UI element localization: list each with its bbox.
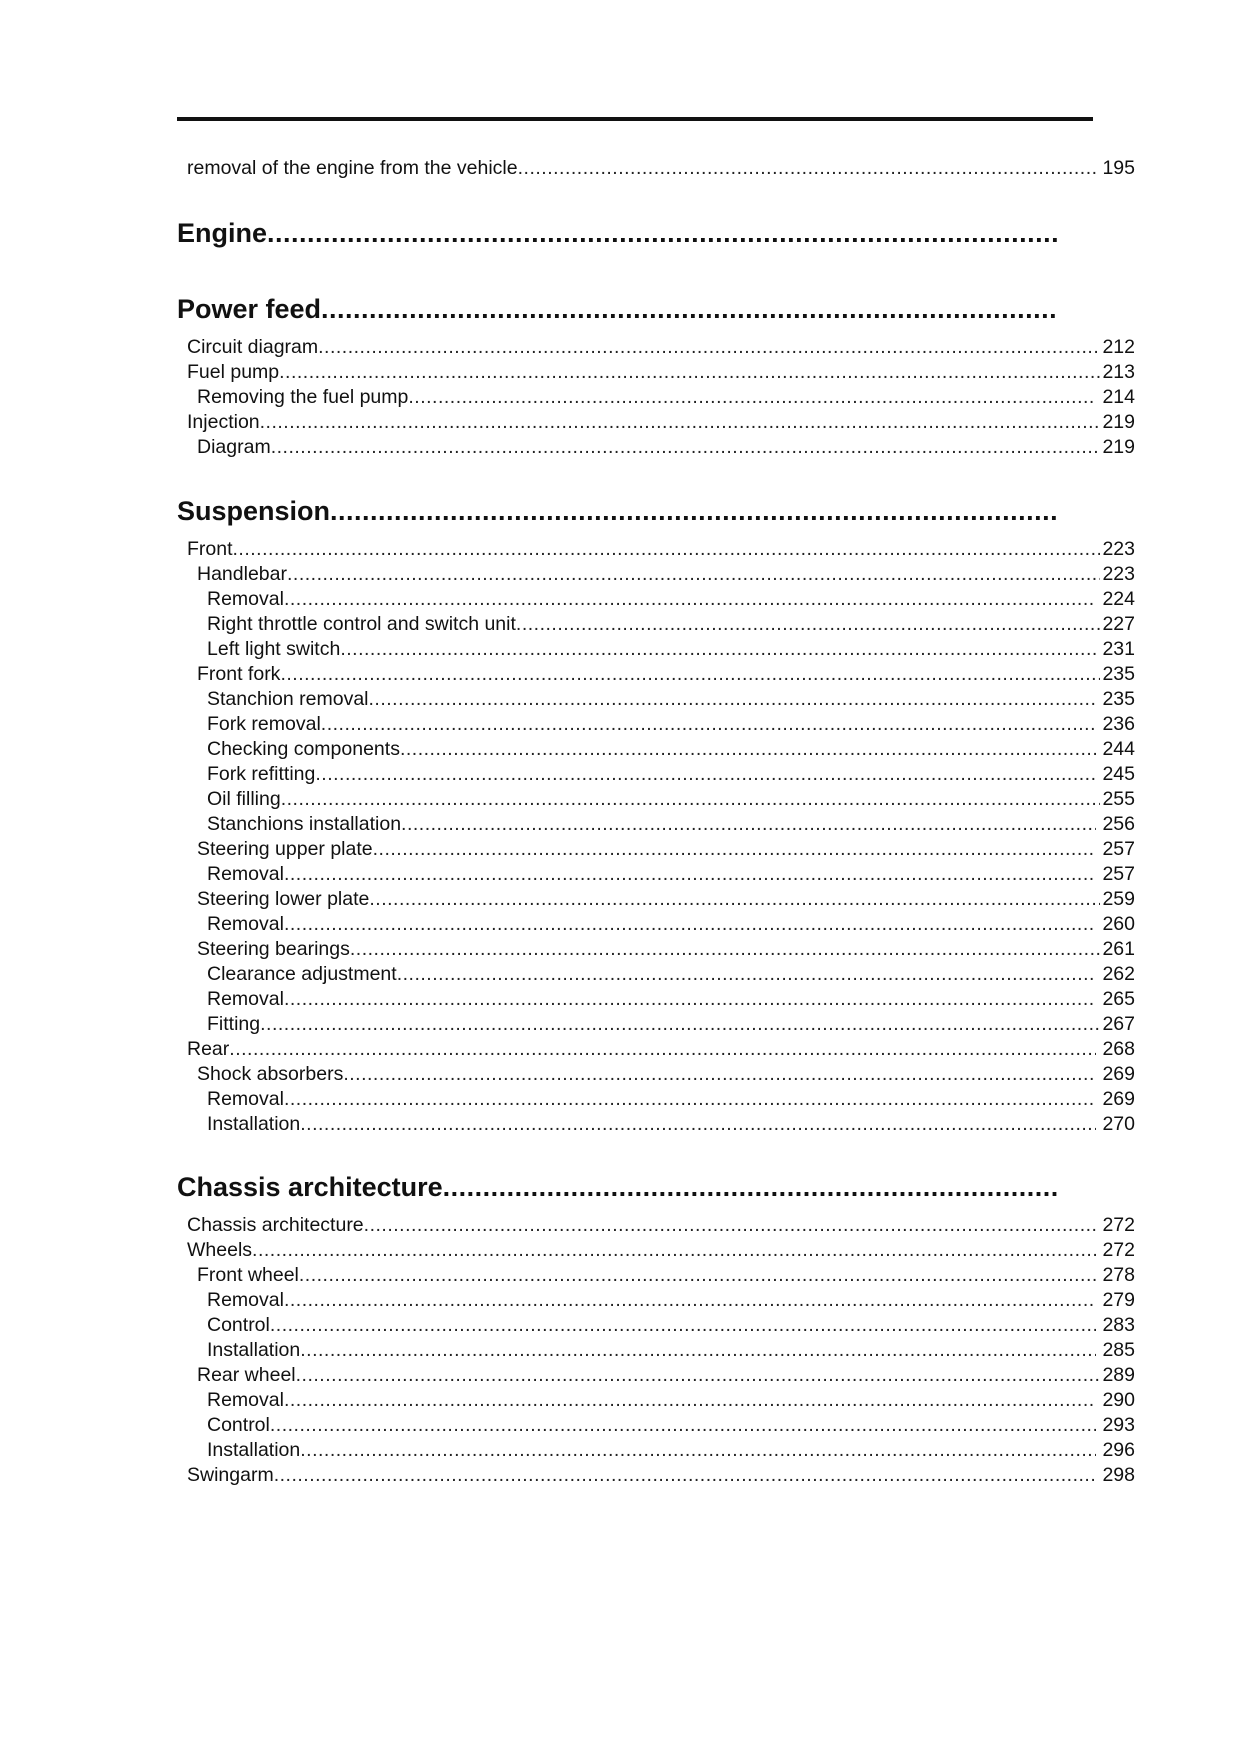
dot-leader [284, 1388, 1097, 1413]
toc-page-number: 262 [1102, 963, 1135, 985]
dot-leader [373, 837, 1097, 862]
dot-leader [300, 1338, 1096, 1363]
toc-entry[interactable] [207, 1087, 1135, 1112]
toc-entry-label: Rear wheel [197, 1364, 296, 1386]
toc-page-number: 283 [1102, 1314, 1135, 1336]
toc-entry-label: Steering upper plate [197, 838, 373, 860]
toc-page-number: 223 [1102, 538, 1135, 560]
toc-page-number: 235 [1102, 688, 1135, 710]
toc-entry[interactable] [187, 537, 1135, 562]
toc-entry-label: Removal [207, 913, 284, 935]
dot-leader [252, 1238, 1096, 1263]
toc-page-number: 259 [1102, 888, 1135, 910]
toc-entry-label: Rear [187, 1038, 230, 1060]
dot-leader [274, 1463, 1097, 1488]
toc-entry-label: Oil filling [207, 788, 281, 810]
dot-leader [281, 787, 1101, 812]
dot-leader [287, 562, 1100, 587]
toc-entry-label: Front wheel [197, 1264, 299, 1286]
toc-entry[interactable] [197, 837, 1135, 862]
toc-entry-label: Chassis architecture [187, 1214, 364, 1236]
toc-entry[interactable] [207, 1438, 1135, 1463]
toc-page-number: 214 [1102, 386, 1135, 408]
toc-page-number: 219 [1102, 411, 1135, 433]
toc-entry[interactable] [207, 762, 1135, 787]
toc-entry-label: Control [207, 1314, 270, 1336]
dot-leader [318, 335, 1100, 360]
toc-entry[interactable] [187, 1213, 1135, 1238]
dot-leader [350, 937, 1101, 962]
toc-entry-label: Checking components [207, 738, 400, 760]
toc-entry-label: Control [207, 1414, 270, 1436]
toc-entry-label: Swingarm [187, 1464, 274, 1486]
toc-page-number: 231 [1102, 638, 1135, 660]
toc-page-number: 245 [1102, 763, 1135, 785]
dot-leader [284, 1288, 1097, 1313]
toc-entry-label: Installation [207, 1339, 301, 1361]
toc-entry-label: Clearance adjustment [207, 963, 397, 985]
toc-entry[interactable] [187, 360, 1135, 385]
toc-entry-label: Stanchion removal [207, 688, 369, 710]
toc-page-number: 227 [1102, 613, 1135, 635]
toc-entry-label: Removal [207, 988, 284, 1010]
section-heading-label: Engine [177, 218, 268, 248]
toc-entry[interactable] [207, 862, 1135, 887]
dot-leader [279, 360, 1100, 385]
toc-page-number: 272 [1102, 1214, 1135, 1236]
toc-page-number: 223 [1102, 563, 1135, 585]
toc-entry[interactable] [197, 887, 1135, 912]
dot-leader [284, 987, 1097, 1012]
toc-entry-label: Removal [207, 1289, 284, 1311]
toc-page-number: 290 [1102, 1389, 1135, 1411]
dot-leader [284, 587, 1097, 612]
section-heading-label: Suspension [177, 496, 331, 526]
toc-page-number: 272 [1102, 1239, 1135, 1261]
dot-leader [270, 1413, 1097, 1438]
toc-page-number: 257 [1102, 838, 1135, 860]
dot-leader [284, 862, 1097, 887]
dot-leader [516, 612, 1101, 637]
toc-entry[interactable] [207, 962, 1135, 987]
section-heading[interactable] [177, 494, 1058, 528]
toc-page-number: 296 [1102, 1439, 1135, 1461]
toc-page-number: 195 [1102, 157, 1135, 179]
toc-entry[interactable] [197, 385, 1135, 410]
toc-entry[interactable] [197, 1062, 1135, 1087]
toc-entry[interactable] [197, 435, 1135, 460]
dot-leader [340, 637, 1096, 662]
toc-entry-label: removal of the engine from the vehicle [187, 157, 518, 179]
toc-page-number: 213 [1102, 361, 1135, 383]
dot-leader [260, 1012, 1100, 1037]
toc-entry[interactable] [207, 587, 1135, 612]
dot-leader [408, 385, 1096, 410]
toc-page-number: 267 [1102, 1013, 1135, 1035]
toc-entry[interactable] [207, 1313, 1135, 1338]
dot-leader [518, 156, 1097, 181]
toc-page-number: 298 [1102, 1464, 1135, 1486]
dot-leader [443, 1170, 1058, 1204]
toc-entry-label: Front [187, 538, 233, 560]
toc-entry[interactable] [207, 787, 1135, 812]
dot-leader [267, 216, 1058, 250]
toc-entry[interactable] [187, 335, 1135, 360]
toc-entry-label: Right throttle control and switch unit [207, 613, 516, 635]
dot-leader [330, 494, 1058, 528]
toc-page-number: 265 [1102, 988, 1135, 1010]
toc-entry[interactable] [187, 410, 1135, 435]
toc-entry[interactable] [207, 912, 1135, 937]
dot-leader [315, 762, 1096, 787]
toc-page-number: 261 [1102, 938, 1135, 960]
toc-entry-label: Left light switch [207, 638, 341, 660]
toc-page-number: 269 [1102, 1063, 1135, 1085]
toc-page-number: 212 [1102, 336, 1135, 358]
dot-leader [401, 812, 1096, 837]
dot-leader [299, 1263, 1097, 1288]
toc-entry[interactable] [207, 1288, 1135, 1313]
toc-entry-label: Fork refitting [207, 763, 316, 785]
toc-entry-label: Handlebar [197, 563, 287, 585]
toc-entry-label: Injection [187, 411, 260, 433]
toc-page-number: 255 [1102, 788, 1135, 810]
dot-leader [300, 1112, 1096, 1137]
toc-entry[interactable] [207, 687, 1135, 712]
dot-leader [270, 1313, 1097, 1338]
toc-entry[interactable] [207, 812, 1135, 837]
toc-entry[interactable] [187, 1238, 1135, 1263]
toc-entry-label: Removal [207, 863, 284, 885]
toc-page-number: 279 [1102, 1289, 1135, 1311]
dot-leader [233, 537, 1101, 562]
toc-entry-label: Steering bearings [197, 938, 350, 960]
dot-leader [397, 962, 1097, 987]
toc-page-number: 235 [1102, 663, 1135, 685]
toc-entry-label: Removal [207, 1389, 284, 1411]
toc-page-number: 256 [1102, 813, 1135, 835]
dot-leader [400, 737, 1101, 762]
toc-entry-label: Diagram [197, 436, 271, 458]
toc-entry-label: Removal [207, 588, 284, 610]
section-heading[interactable] [177, 1170, 1058, 1204]
toc-page-number: 236 [1102, 713, 1135, 735]
section-heading-label: Chassis architecture [177, 1172, 443, 1202]
toc-entry[interactable] [187, 1463, 1135, 1488]
toc-page-number: 257 [1102, 863, 1135, 885]
toc-page-number: 268 [1102, 1038, 1135, 1060]
toc-page-number: 289 [1102, 1364, 1135, 1386]
dot-leader [343, 1062, 1096, 1087]
toc-page-number: 269 [1102, 1088, 1135, 1110]
toc-entry[interactable] [207, 1112, 1135, 1137]
dot-leader [364, 1213, 1097, 1238]
toc-page-number: 278 [1102, 1264, 1135, 1286]
toc-entry-label: Removal [207, 1088, 284, 1110]
toc-entry[interactable] [207, 737, 1135, 762]
toc-entry-label: Removing the fuel pump [197, 386, 409, 408]
section-heading[interactable] [177, 216, 1058, 250]
dot-leader [280, 662, 1100, 687]
dot-leader [260, 410, 1101, 435]
toc-page-number: 260 [1102, 913, 1135, 935]
toc-entry-label: Installation [207, 1439, 301, 1461]
toc-entry-label: Circuit diagram [187, 336, 319, 358]
dot-leader [296, 1363, 1101, 1388]
toc-entry-label: Wheels [187, 1239, 253, 1261]
toc-entry[interactable] [207, 1388, 1135, 1413]
section-heading-label: Power feed [177, 294, 322, 324]
toc-entry[interactable] [207, 612, 1135, 637]
toc-entry-label: Fork removal [207, 713, 321, 735]
dot-leader [321, 292, 1058, 326]
toc-entry-label: Steering lower plate [197, 888, 370, 910]
toc-entry[interactable] [187, 156, 1135, 181]
toc-entry[interactable] [207, 1338, 1135, 1363]
toc-entry-label: Installation [207, 1113, 301, 1135]
dot-leader [229, 1037, 1096, 1062]
dot-leader [271, 435, 1101, 460]
toc-page-number: 285 [1102, 1339, 1135, 1361]
dot-leader [284, 1087, 1097, 1112]
dot-leader [369, 687, 1097, 712]
toc-entry-label: Fitting [207, 1013, 261, 1035]
toc-entry[interactable] [207, 1012, 1135, 1037]
dot-leader [284, 912, 1097, 937]
toc-entry[interactable] [207, 987, 1135, 1012]
toc-page-number: 219 [1102, 436, 1135, 458]
toc-page-number: 224 [1102, 588, 1135, 610]
toc-entry-label: Fuel pump [187, 361, 280, 383]
toc-entry-label: Front fork [197, 663, 281, 685]
toc-entry[interactable] [197, 562, 1135, 587]
toc-entry[interactable] [187, 1037, 1135, 1062]
toc-entry[interactable] [207, 637, 1135, 662]
dot-leader [300, 1438, 1096, 1463]
dot-leader [369, 887, 1100, 912]
toc-entry[interactable] [207, 712, 1135, 737]
toc-page-number: 270 [1102, 1113, 1135, 1135]
toc-entry[interactable] [197, 937, 1135, 962]
dot-leader [321, 712, 1097, 737]
toc-entry[interactable] [197, 662, 1135, 687]
toc-page-number: 293 [1102, 1414, 1135, 1436]
toc-entry-label: Shock absorbers [197, 1063, 344, 1085]
toc-entry[interactable] [197, 1363, 1135, 1388]
section-heading[interactable] [177, 292, 1058, 326]
toc-entry[interactable] [197, 1263, 1135, 1288]
toc-entry-label: Stanchions installation [207, 813, 402, 835]
toc-entry[interactable] [207, 1413, 1135, 1438]
toc-page-number: 244 [1102, 738, 1135, 760]
